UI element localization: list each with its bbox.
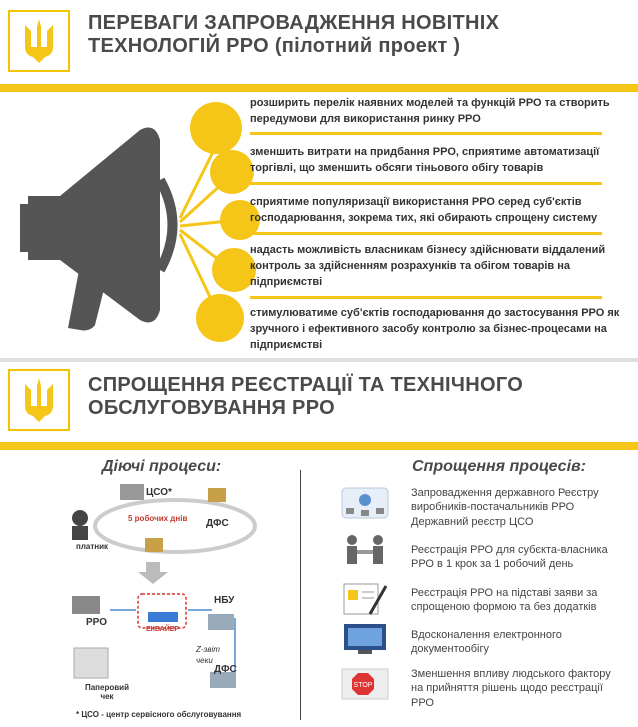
benefit-2: зменшить витрати на придбання РРО, сприятиме автоматизації торгівлі, що зменшить обсяги тіньового обігу товарів <box>250 146 600 174</box>
section1-title <box>88 12 499 58</box>
label-payer: платник <box>76 542 109 551</box>
label-dfs-bottom: ДФС <box>214 664 237 675</box>
simplification-1: Запровадження державного Реєстру виробників-постачальників РРО Державний реєстр ЦСО <box>411 487 599 528</box>
megaphone-icon <box>20 100 260 360</box>
benefit-3: сприятиме популяризації використання РРО серед суб'єктів господарювання, зокрема тих, які обирають спрощену систему <box>250 196 598 224</box>
label-nbu: НБУ <box>214 595 235 606</box>
label-days: 5 робочих днів <box>128 514 188 523</box>
benefit-4: надасть можливість власникам бізнесу здійснювати віддалений контроль за здійсненням розрахунків та обігом товарів на підприємстві <box>250 244 606 288</box>
benefit-2-underline <box>250 182 602 185</box>
section2-title <box>88 374 523 420</box>
current-processes-heading: Діючі процеси: <box>102 458 222 475</box>
section2-title-line1: СПРОЩЕННЯ РЕЄСТРАЦІЇ ТА ТЕХНІЧНОГО <box>88 374 524 396</box>
simplified-processes-heading: Спрощення процесів: <box>412 458 587 475</box>
section2-divider <box>0 442 638 450</box>
coat-of-arms-emblem <box>8 10 70 72</box>
rro-device-icon <box>72 596 100 614</box>
dfs-folder-icon <box>208 488 226 502</box>
simplification-5: Зменшення впливу людського фактору на прийняття рішень щодо реєстрації РРО <box>411 668 611 709</box>
handshake-icon <box>340 532 390 570</box>
electronic-document-icon <box>340 620 390 658</box>
label-paper-check: Паперовий чек <box>84 683 129 701</box>
application-form-icon <box>340 580 390 618</box>
trident-icon <box>19 376 59 424</box>
stop-human-factor-icon <box>340 665 390 703</box>
benefit-3-underline <box>250 232 602 235</box>
section1-title-line1: ПЕРЕВАГИ ЗАПРОВАДЖЕННЯ НОВІТНІХ <box>88 12 500 34</box>
simplification-4: Вдосконалення електронного документообігу <box>411 629 562 656</box>
section1-divider <box>0 84 638 92</box>
label-checks: чеки <box>196 656 213 665</box>
label-dfs-top: ДФС <box>206 518 229 529</box>
benefit-4-underline <box>250 296 602 299</box>
tso-register-icon <box>120 484 144 500</box>
label-acquirer: ЕКВАЙЕР <box>146 626 180 633</box>
vertical-divider <box>300 470 301 720</box>
label-rro: РРО <box>86 617 107 628</box>
down-arrow-icon <box>138 562 168 584</box>
registry-network-icon <box>340 484 390 522</box>
benefit-5: стимулюватиме суб'єктів господарювання до застосування РРО як зручного і ефективного засобу контролю за бізнес-процесами на підприємстві <box>250 307 620 351</box>
simplification-2: Реєстрація РРО для субєкта-власника РРО в 1 крок за 1 робочий день <box>411 544 608 571</box>
acquirer-icon <box>148 612 178 622</box>
section-separator <box>0 358 638 362</box>
footnote-tso: * ЦСО - центр сервісного обслуговування <box>76 710 242 719</box>
paper-check-icon <box>74 648 108 678</box>
benefit-1: розширить перелік наявних моделей та функцій РРО та створить передумови для використання ринку РРО <box>250 97 610 125</box>
svg-text:STOP: STOP <box>353 682 373 689</box>
coat-of-arms-emblem-2 <box>8 369 70 431</box>
section2-title-line2: ОБСЛУГОВУВАННЯ РРО <box>88 397 335 419</box>
trident-icon <box>19 17 59 65</box>
label-tso: ЦСО* <box>146 487 172 498</box>
section1-title-line2: ТЕХНОЛОГІЙ РРО (пілотний проект ) <box>88 35 461 57</box>
folder-icon <box>145 538 163 552</box>
simplification-3: Реєстрація РРО на підставі заяви за спрощеною формою та без додатків <box>411 587 598 614</box>
label-z-report: Z-звіт <box>196 645 220 654</box>
nbu-server-icon <box>208 614 234 630</box>
payer-person-icon <box>72 510 88 526</box>
benefit-1-underline <box>250 132 602 135</box>
